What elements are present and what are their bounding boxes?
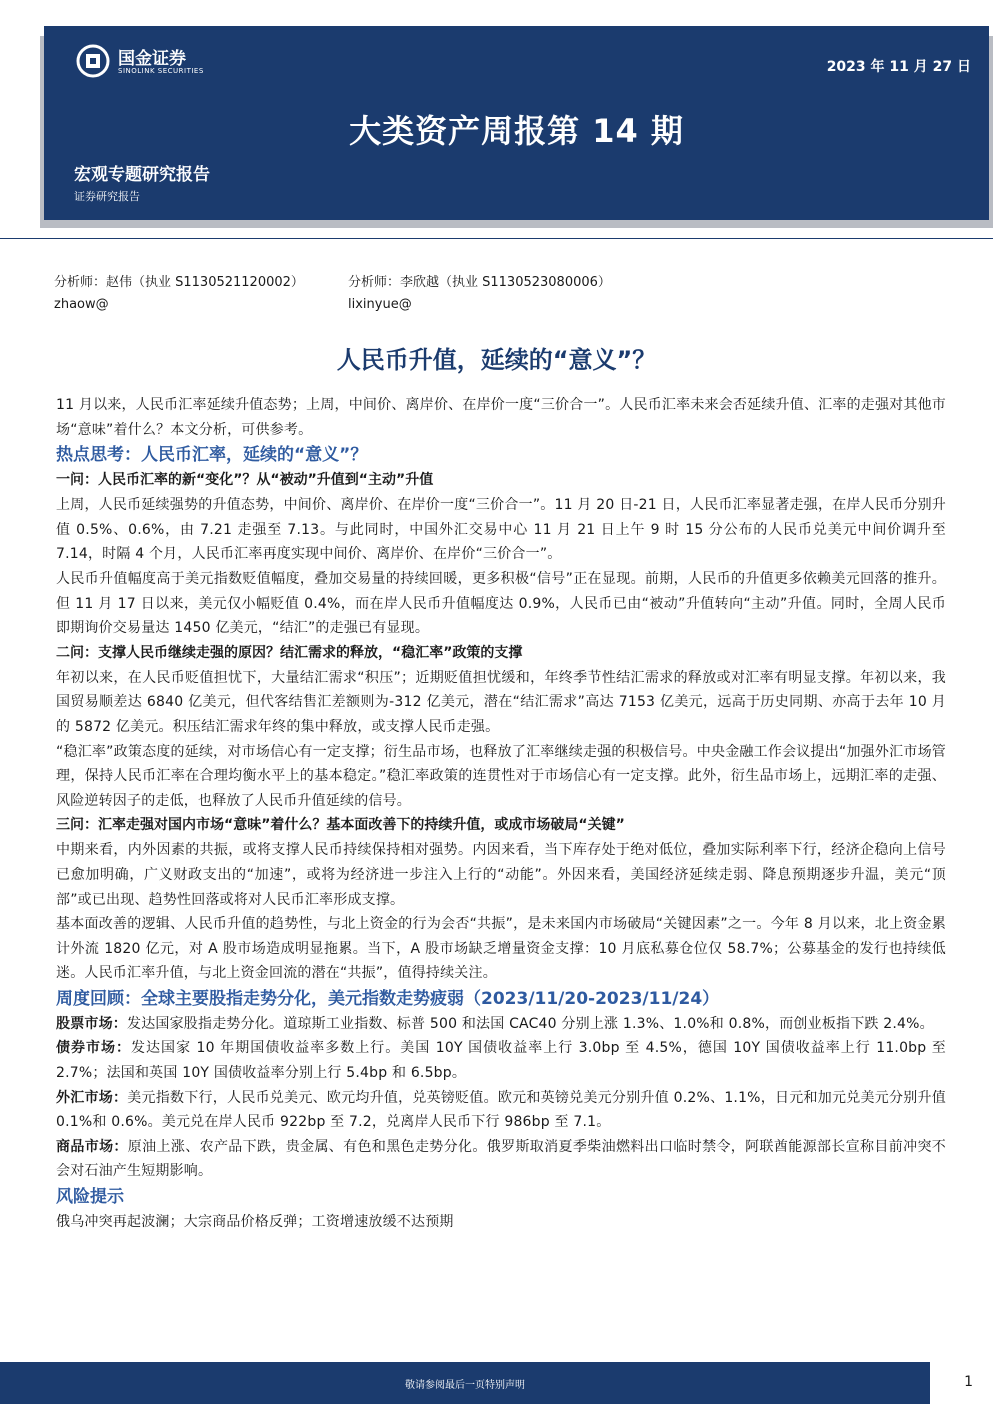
market-item — [56, 1086, 946, 1135]
logo-name-en: SINOLINK SECURITIES — [118, 67, 204, 75]
section-heading: 风险提示 — [56, 1187, 124, 1208]
sinolink-logo-icon — [76, 44, 110, 78]
analyst-email: zhaow@ — [54, 297, 109, 312]
section-heading: 周度回顾：全球主要股指走势分化，美元指数走势疲弱（2023/11/20-2023/11/24） — [56, 988, 720, 1009]
report-type: 宏观专题研究报告 — [74, 165, 210, 185]
market-text: 发达国家股指走势分化。道琼斯工业指数、标普 500 和法国 CAC40 分别上涨 1.3%、1.0%和 0.8%，而创业板指下跌 2.4%。 — [127, 1015, 934, 1032]
body-paragraph: 人民币升值幅度高于美元指数贬值幅度，叠加交易量的持续回暖，更多积极“信号”正在显现。前期，人民币的升值更多依赖美元回落的推升。但 11 月 17 日以来，美元仅小幅贬值 0.4%，而在岸人民币升值幅度达 0.9%，人民币已由“被动”升值转向“主动”升值。同时，全周人民币即期询价交易量达 1450 亿美元，“结汇”的走强已有显现。 — [56, 570, 946, 637]
question-heading: 一问：人民币汇率的新“变化”？从“被动”升值到“主动”升值 — [56, 472, 434, 489]
section-heading: 热点思考：人民币汇率，延续的“意义”？ — [56, 445, 368, 466]
market-text: 美元指数下行，人民币兑美元、欧元均升值，兑英镑贬值。欧元和英镑兑美元分别升值 0.2%、1.1%，日元和加元兑美元分别升值 0.1%和 0.6%。美元兑在岸人民币 922bp 至 7.2，兑离岸人民币下行 986bp 至 7.1。 — [56, 1089, 946, 1131]
analyst-name: 分析师：赵伟（执业 S1130521120002） — [54, 275, 304, 290]
body-paragraph: 基本面改善的逻辑、人民币升值的趋势性，与北上资金的行为会否“共振”，是未来国内市场破局“关键因素”之一。今年 8 月以来，北上资金累计外流 1820 亿元，对 A 股市场造成明显拖累。当下，A 股市场缺乏增量资金支撑：10 月底私募仓位仅 58.7%；公募基金的发行也持续低迷。人民币汇率升值，与北上资金回流的潜在“共振”，值得持续关注。 — [56, 916, 946, 982]
report-date: 2023 年 11 月 27 日 — [826, 59, 971, 75]
analyst-info — [348, 272, 611, 316]
market-label: 债券市场： — [56, 1040, 132, 1057]
intro-paragraph: 11 月以来，人民币汇率延续升值态势；上周，中间价、离岸价、在岸价一度“三价合一”。人民币汇率未来会否延续升值、汇率的走强对其他市场“意味”着什么？本文分析，可供参考。 — [56, 397, 946, 438]
market-label: 商品市场： — [56, 1138, 128, 1155]
risk-text: 俄乌冲突再起波澜；大宗商品价格反弹；工资增速放缓不达预期 — [56, 1214, 454, 1231]
market-text: 发达国家 10 年期国债收益率多数上行。美国 10Y 国债收益率上行 3.0bp 至 4.5%，德国 10Y 国债收益率上行 11.0bp 至 2.7%；法国和英国 10Y 国债收益率分别上行 5.4bp 和 6.5bp。 — [56, 1040, 947, 1082]
report-header — [44, 26, 989, 220]
report-body — [56, 393, 946, 1235]
question-heading: 三问：汇率走强对国内市场“意味”着什么？基本面改善下的持续升值，或成市场破局“关键” — [56, 817, 625, 834]
body-paragraph: 上周，人民币延续强势的升值态势，中间价、离岸价、在岸价一度“三价合一”。11 月 20 日-21 日，人民币汇率显著走强，在岸人民币分别升值 0.5%、0.6%，由 7.21 走强至 7.13。与此同时，中国外汇交易中心 11 月 21 日上午 9 时 15 分公布的人民币兑美元中间价调升至 7.14，时隔 4 个月，人民币汇率再度实现中间价、离岸价、在岸价“三价合一”。 — [56, 497, 946, 563]
body-paragraph: 中期来看，内外因素的共振，或将支撑人民币持续保持相对强势。内因来看，当下库存处于绝对低位，叠加实际利率下行，经济企稳向上信号已愈加明确，广义财政支出的“加速”，或将为经济进一步注入上行的“动能”。外因来看，美国经济延续走弱、降息预期逐步升温，美元“顶部”或已出现、趋势性回落或将对人民币汇率形成支撑。 — [56, 842, 946, 908]
analyst-email: lixinyue@ — [348, 297, 412, 312]
market-text: 原油上涨、农产品下跌，贵金属、有色和黑色走势分化。俄罗斯取消夏季柴油燃料出口临时禁令，阿联酋能源部长宣称目前冲突不会对石油产生短期影响。 — [56, 1138, 947, 1180]
body-paragraph: 年初以来，在人民币贬值担忧下，大量结汇需求“积压”；近期贬值担忧缓和，年终季节性结汇需求的释放或对汇率有明显支撑。年初以来，我国贸易顺差达 6840 亿美元，但代客结售汇差额则为-312 亿美元，潜在“结汇需求”高达 7153 亿美元，远高于历史同期、亦高于去年 10 月的 5872 亿美元。积压结汇需求年终的集中释放，或支撑人民币走强。 — [56, 669, 946, 735]
market-label: 股票市场： — [56, 1015, 127, 1032]
analyst-name: 分析师：李欣越（执业 S1130523080006） — [348, 275, 611, 290]
market-item — [56, 1135, 946, 1184]
analyst-info — [54, 272, 304, 316]
header-divider — [0, 238, 993, 239]
page-number: 1 — [964, 1374, 973, 1390]
report-title: 大类资产周报第 14 期 — [349, 112, 684, 150]
report-subtype: 证券研究报告 — [74, 190, 140, 203]
market-label: 外汇市场： — [56, 1089, 128, 1106]
footer-disclaimer: 敬请参阅最后一页特别声明 — [405, 1380, 525, 1391]
question-heading: 二问：支撑人民币继续走强的原因？结汇需求的释放，“稳汇率”政策的支撑 — [56, 644, 523, 661]
logo-name-cn: 国金证券 — [118, 49, 186, 69]
market-item — [56, 1012, 946, 1037]
market-item — [56, 1036, 946, 1085]
body-paragraph: “稳汇率”政策态度的延续，对市场信心有一定支撑；衍生品市场，也释放了汇率继续走强的积极信号。中央金融工作会议提出“加强外汇市场管理，保持人民币汇率在合理均衡水平上的基本稳定。”稳汇率政策的连贯性对于市场信心有一定支撑。此外，衍生品市场上，远期汇率的走强、风险逆转因子的走低，也释放了人民币升值延续的信号。 — [56, 743, 946, 809]
main-title: 人民币升值，延续的“意义”？ — [336, 346, 657, 374]
